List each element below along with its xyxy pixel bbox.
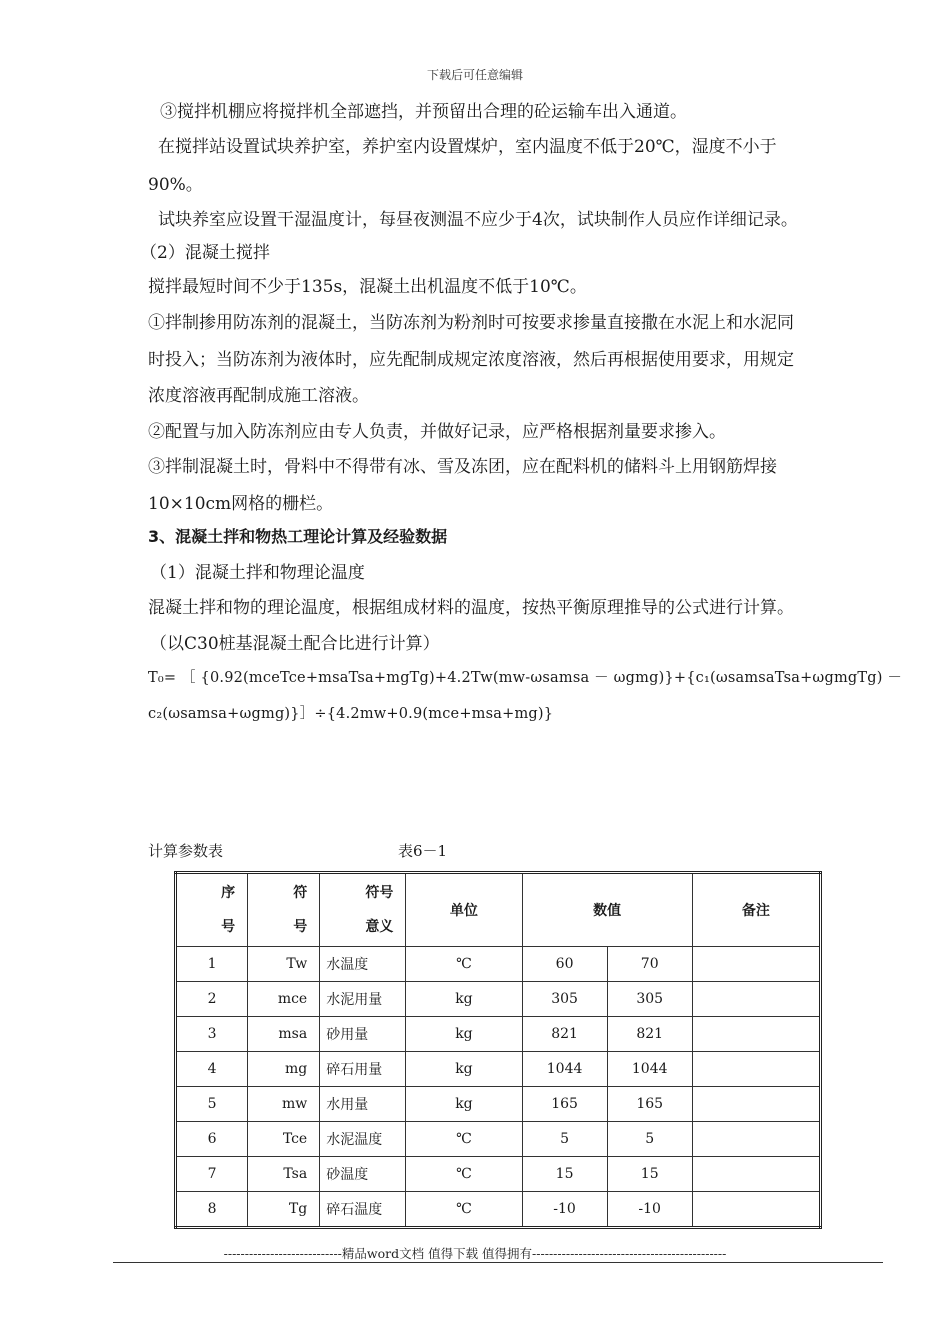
paragraph-line: 混凝土拌和物的理论温度，根据组成材料的温度，按热平衡原理推导的公式进行计算。: [148, 598, 794, 618]
paragraph-line: ②配置与加入防冻剂应由专人负责，并做好记录，应严格根据剂量要求掺入。: [148, 422, 726, 442]
subheading: （2）混凝土搅拌: [140, 243, 270, 263]
cell-value-2: 70: [607, 947, 692, 982]
cell-symbol: Tce: [248, 1122, 320, 1157]
header-index-line1: 序: [221, 885, 236, 901]
note: （以C30桩基混凝土配合比进行计算）: [150, 634, 440, 654]
cell-index: 8: [176, 1192, 248, 1228]
subheading: （1）混凝土拌和物理论温度: [150, 563, 365, 583]
cell-value-2: 821: [607, 1017, 692, 1052]
table-row: [176, 1052, 821, 1087]
cell-index: 3: [176, 1017, 248, 1052]
table-row: [176, 947, 821, 982]
parameter-table: [174, 871, 822, 1229]
cell-symbol: mw: [248, 1087, 320, 1122]
cell-index: 4: [176, 1052, 248, 1087]
cell-symbol: Tsa: [248, 1157, 320, 1192]
paragraph-line: ①拌制掺用防冻剂的混凝土，当防冻剂为粉剂时可按要求掺量直接撒在水泥上和水泥同: [148, 313, 794, 333]
cell-meaning: 水泥温度: [320, 1122, 406, 1157]
cell-remark: [692, 1157, 820, 1192]
table-row: [176, 1017, 821, 1052]
table-row: [176, 1122, 821, 1157]
header-symbol-line1: 符: [293, 885, 308, 901]
paragraph-line: 搅拌最短时间不少于135s，混凝土出机温度不低于10℃。: [148, 277, 587, 297]
cell-meaning: 砂温度: [320, 1157, 406, 1192]
page-footer: ----------------------------精品word文档 值得下载 值得拥有----------------------------------------------: [223, 1246, 727, 1261]
paragraph-line: 时投入；当防冻剂为液体时，应先配制成规定浓度溶液，然后再根据使用要求，用规定: [148, 350, 794, 370]
section-heading: 3、混凝土拌和物热工理论计算及经验数据: [148, 527, 448, 546]
cell-unit: ℃: [406, 1192, 522, 1228]
cell-value-2: 305: [607, 982, 692, 1017]
paragraph-line: ③搅拌机棚应将搅拌机全部遮挡，并预留出合理的砼运输车出入通道。: [160, 102, 687, 122]
header-index: [176, 873, 248, 947]
cell-remark: [692, 1192, 820, 1228]
cell-index: 2: [176, 982, 248, 1017]
header-index-line2: 号: [221, 919, 236, 935]
cell-meaning: 碎石温度: [320, 1192, 406, 1228]
paragraph-line: 90%。: [148, 175, 203, 195]
cell-unit: ℃: [406, 1122, 522, 1157]
table-caption: 计算参数表: [148, 842, 224, 860]
cell-symbol: Tg: [248, 1192, 320, 1228]
table-row: [176, 1192, 821, 1228]
cell-unit: kg: [406, 1087, 522, 1122]
cell-remark: [692, 982, 820, 1017]
formula-line: c₂(ωsamsa+ωgmg)}］÷{4.2mw+0.9(mce+msa+mg)}: [148, 706, 554, 722]
formula-line: T₀= ［ {0.92(mceTce+msaTsa+mgTg)+4.2Tw(mw-ωsamsa － ωgmg)}+{c₁(ωsamsaTsa+ωgmgTg) －: [148, 670, 903, 686]
cell-unit: ℃: [406, 1157, 522, 1192]
cell-symbol: msa: [248, 1017, 320, 1052]
cell-remark: [692, 1122, 820, 1157]
table-row: [176, 1087, 821, 1122]
cell-value-1: 1044: [522, 1052, 607, 1087]
header-symbol: [248, 873, 320, 947]
cell-symbol: mce: [248, 982, 320, 1017]
cell-value-1: 821: [522, 1017, 607, 1052]
paragraph-line: 浓度溶液再配制成施工溶液。: [148, 386, 369, 406]
header-unit: 单位: [406, 873, 522, 947]
header-meaning: [320, 873, 406, 947]
header-remark: 备注: [692, 873, 820, 947]
cell-symbol: Tw: [248, 947, 320, 982]
cell-meaning: 碎石用量: [320, 1052, 406, 1087]
cell-value-1: -10: [522, 1192, 607, 1228]
cell-index: 1: [176, 947, 248, 982]
cell-remark: [692, 1087, 820, 1122]
header-meaning-line2: 意义: [365, 919, 394, 935]
cell-value-1: 15: [522, 1157, 607, 1192]
cell-meaning: 砂用量: [320, 1017, 406, 1052]
cell-unit: kg: [406, 982, 522, 1017]
cell-remark: [692, 1017, 820, 1052]
cell-index: 5: [176, 1087, 248, 1122]
paragraph-line: ③拌制混凝土时，骨料中不得带有冰、雪及冻团，应在配料机的储料斗上用钢筋焊接: [148, 457, 777, 477]
footer-rule: [113, 1262, 883, 1263]
cell-meaning: 水温度: [320, 947, 406, 982]
table-row: [176, 982, 821, 1017]
cell-unit: ℃: [406, 947, 522, 982]
page-header: 下载后可任意编辑: [426, 68, 523, 82]
paragraph-line: 试块养室应设置干湿温度计，每昼夜测温不应少于4次，试块制作人员应作详细记录。: [158, 210, 798, 230]
header-symbol-line2: 号: [293, 919, 308, 935]
paragraph-line: 在搅拌站设置试块养护室，养护室内设置煤炉，室内温度不低于20℃，湿度不小于: [158, 137, 777, 157]
table-header-row: [176, 873, 821, 947]
cell-value-2: 5: [607, 1122, 692, 1157]
table-row: [176, 1157, 821, 1192]
cell-unit: kg: [406, 1052, 522, 1087]
cell-value-2: 165: [607, 1087, 692, 1122]
cell-remark: [692, 947, 820, 982]
cell-remark: [692, 1052, 820, 1087]
cell-value-1: 5: [522, 1122, 607, 1157]
cell-meaning: 水泥用量: [320, 982, 406, 1017]
table-number: 表6－1: [398, 842, 448, 860]
header-value: 数值: [522, 873, 692, 947]
paragraph-line: 10×10cm网格的栅栏。: [148, 494, 334, 514]
cell-meaning: 水用量: [320, 1087, 406, 1122]
cell-value-1: 165: [522, 1087, 607, 1122]
cell-value-2: 1044: [607, 1052, 692, 1087]
cell-value-2: -10: [607, 1192, 692, 1228]
cell-index: 7: [176, 1157, 248, 1192]
cell-value-1: 60: [522, 947, 607, 982]
cell-value-2: 15: [607, 1157, 692, 1192]
header-meaning-line1: 符号: [365, 885, 394, 901]
cell-index: 6: [176, 1122, 248, 1157]
cell-unit: kg: [406, 1017, 522, 1052]
cell-symbol: mg: [248, 1052, 320, 1087]
cell-value-1: 305: [522, 982, 607, 1017]
